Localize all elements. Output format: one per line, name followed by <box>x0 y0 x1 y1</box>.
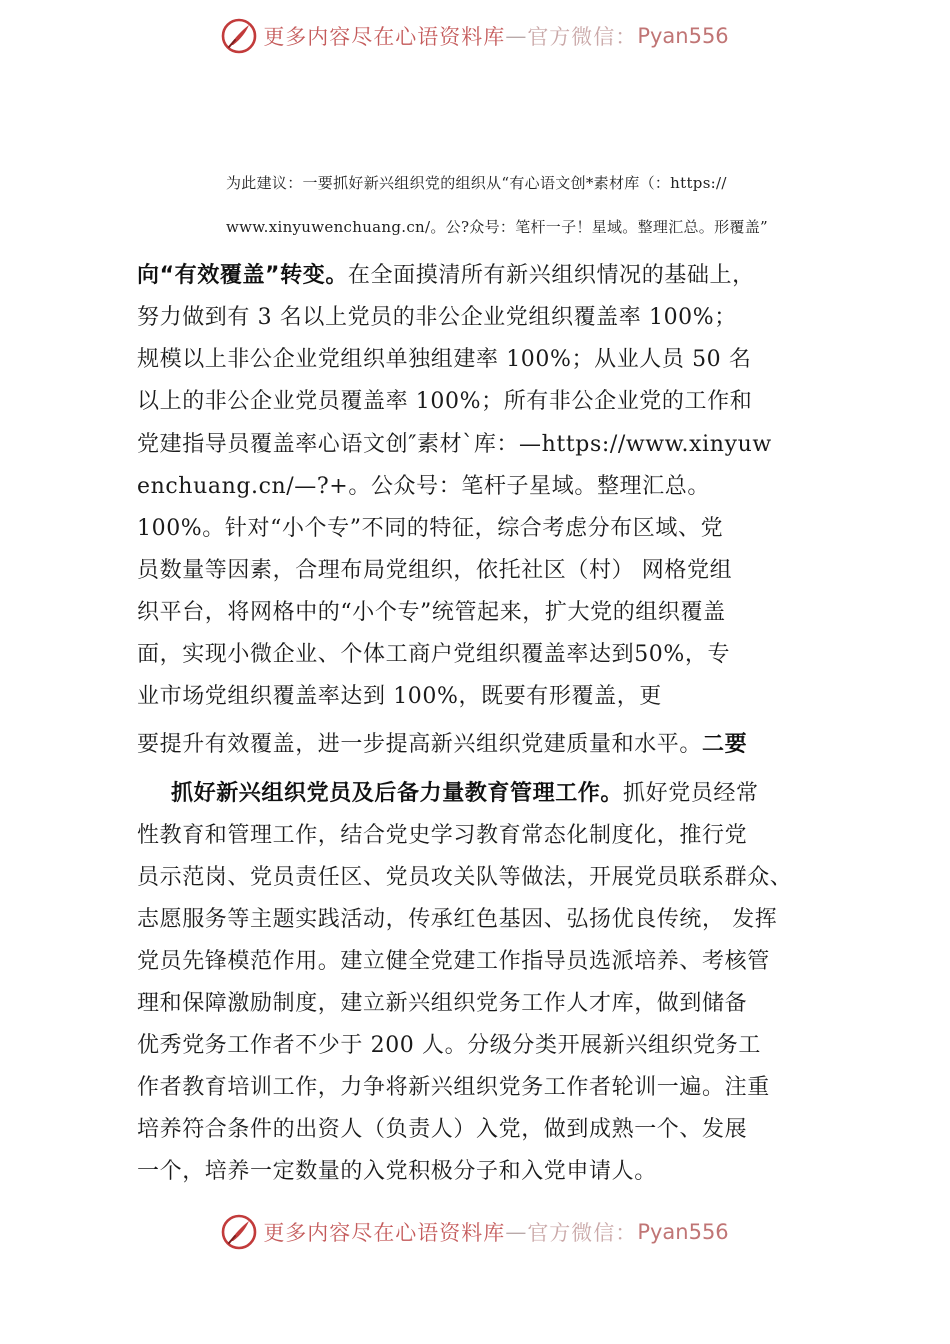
banner-wechat-label: 官方微信： <box>527 25 638 49</box>
para1-line-1: 努力做到有 3 名以上党员的非公企业党组织覆盖率 100%； <box>137 305 737 330</box>
para2-heading: 抓好新兴组织党员及后备力量教育管理工作。 <box>171 781 624 806</box>
header-watermark-banner <box>0 14 950 58</box>
para1-line-7: 员数量等因素，合理布局党组织，依托社区（村） 网格党组 <box>137 558 733 583</box>
intro-line-1: 为此建议：一要抓好新兴组织党的组织从“有心语文创*素材库（：https:// <box>226 174 727 192</box>
banner-wechat-id: Pyan556 <box>637 24 729 48</box>
banner-wechat-label: 官方微信： <box>527 1221 638 1245</box>
banner-main-text: 更多内容尽在心语资料库 <box>263 25 506 49</box>
para1-line-0 <box>137 258 755 289</box>
para2-heading-start: 二要 <box>702 732 748 757</box>
para1-line-9: 面，实现小微企业、个体工商户党组织覆盖率达到50%，专 <box>137 642 731 667</box>
para2-line-5: 理和保障激励制度，建立新兴组织党务工作人才库，做到储备 <box>137 991 748 1016</box>
para1-last-line-text: 要提升有效覆盖，进一步提高新兴组织党建质量和水平。 <box>137 732 703 757</box>
para1-line-8: 织平台，将网格中的“小个专”统管起来，扩大党的组织覆盖 <box>137 600 726 625</box>
banner-text <box>263 21 728 51</box>
banner-wechat-id: Pyan556 <box>637 1220 729 1244</box>
para1-line-0-rest: 在全面摸清所有新兴组织情况的基础上， <box>347 263 755 288</box>
para1-line-6: 100%。针对“小个专”不同的特征，综合考虑分布区域、党 <box>137 516 724 541</box>
para2-line-6: 优秀党务工作者不少于 200 人。分级分类开展新兴组织党务工 <box>137 1033 761 1058</box>
banner-dash: — <box>505 24 528 48</box>
para2-line-1: 性教育和管理工作，结合党史学习教育常态化制度化，推行党 <box>137 823 748 848</box>
para2-line-3: 志愿服务等主题实践活动，传承红色基因、弘扬优良传统， 发挥 <box>137 907 778 932</box>
para2-line-0 <box>171 776 759 807</box>
para1-last-line <box>137 727 747 758</box>
banner-dash: — <box>505 1220 528 1244</box>
footer-watermark-banner <box>0 1210 950 1254</box>
banner-text <box>263 1217 728 1247</box>
quill-logo-icon <box>221 18 257 54</box>
para2-line-9: 一个，培养一定数量的入党积极分子和入党申请人。 <box>137 1159 657 1184</box>
para1-line-10: 业市场党组织覆盖率达到 100%，既要有形覆盖，更 <box>137 684 662 709</box>
quill-logo-icon <box>221 1214 257 1250</box>
para2-line-0-rest: 抓好党员经常 <box>623 781 759 806</box>
para1-line-5: enchuang.cn/—?+。公众号：笔杆子星域。整理汇总。 <box>137 474 710 499</box>
para2-line-8: 培养符合条件的出资人（负责人）入党，做到成熟一个、发展 <box>137 1117 748 1142</box>
para1-line-4: 党建指导员覆盖率心语文创″素材`库：—https://www.xinyuw <box>137 432 772 457</box>
banner-main-text: 更多内容尽在心语资料库 <box>263 1221 506 1245</box>
para1-heading: 向“有效覆盖”转变。 <box>137 263 348 288</box>
para1-line-2: 规模以上非公企业党组织单独组建率 100%；从业人员 50 名 <box>137 347 752 372</box>
para2-line-7: 作者教育培训工作，力争将新兴组织党务工作者轮训一遍。注重 <box>137 1075 770 1100</box>
para1-line-3: 以上的非公企业党员覆盖率 100%；所有非公企业党的工作和 <box>137 389 753 414</box>
para2-line-2: 员示范岗、党员责任区、党员攻关队等做法，开展党员联系群众、 <box>137 865 793 890</box>
intro-line-2: www.xinyuwenchuang.cn/。公?众号：笔杆一子！星域。整理汇总。形覆盖” <box>226 218 768 236</box>
para2-line-4: 党员先锋模范作用。建立健全党建工作指导员选派培养、考核管 <box>137 949 770 974</box>
